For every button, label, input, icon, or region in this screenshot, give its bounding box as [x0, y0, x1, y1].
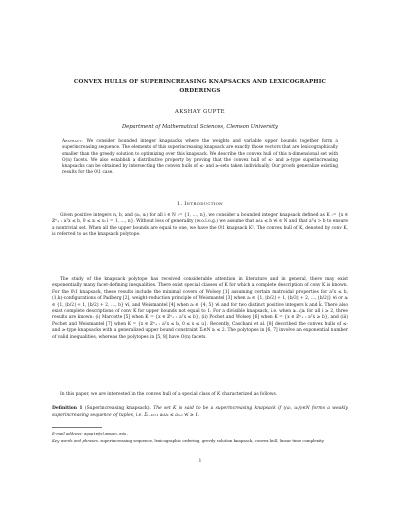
paragraph-text: The study of the knapsack polytope has received considerable attention in literature and in general, there may exist exponentially many facet-defining inequalities. There exist special classes of K for which a complete description of conv K is known. For the 0\1 knapsack, these results include the minimal covers of Wolsey [1] assuming certain matroidal properties for aᵀx ≤ b, (1,k)-configurations of Padberg [2], weight-reduction principle of Weismantel [3] when aᵢ ∈ {1, ⌊b/2⌋ + 1, ⌊b/3⌋ + 2, …, ⌊b/2⌋} ∀i or aᵢ ∈ {1, ⌊b/2⌋ + 1, ⌊b/2⌋ + 2, …, b} ∀i, and Weismantel [4] when aᵢ ∈ {4, 5} ∀i and for two distinct positive integers k and k̄. There also exist complete descriptions of conv K for upper bounds not equal to 1. For a divisible knapsack, i.e. when aᵢ₋₁|aᵢ for all i ≥ 2, three results are known: (i) Marcotte [5] when K = {x ∈ ℤⁿ₊ : aᵀx ≤ b}, (ii) Pochet and Wolsey [6] when K = {x ∈ ℤⁿ₊ : aᵀx ≥ b}, and (iii) Pochet and Weismantel [7] when K = {x ∈ ℤⁿ₊ : aᵀx ≤ b, 0 ≤ x ≤ u}. Recently, Caschani et al. [8] described the convex hulls of ≤- and ≥-type knapsacks with a generalized upper bound constraint Σᵢ∈N xᵢ ≤ 2. The polytopes in [6, 7] involve an exponential number of valid inequalities, whereas the polytopes in [5, 8] have O(n) facets. [52, 277, 348, 340]
definition-1 [52, 406, 348, 420]
keywords-label: Key words and phrases. [52, 438, 100, 443]
email-label: E-mail address: [52, 431, 83, 436]
section-heading: 1. Introduction [177, 201, 223, 207]
paragraph-text: In this paper, we are interested in the convex hull of a special class of K characterized as follows. [60, 392, 278, 397]
definition-text: The set K is said to be a superincreasing knapsack if ((aᵢ, uᵢ))ᵢ∈N forms a weakly superincreasing sequence of tuples, i.e. Σᵢ₋₁ₖ₌₁ aₖuₖ ≤ aᵢ₊₁ ∀i ≥ 1. [52, 406, 349, 418]
author-affiliation: Department of Mathematical Sciences, Clemson University [122, 124, 278, 130]
definition-label: Definition 1 [52, 406, 83, 411]
footnote-email [52, 431, 348, 437]
intro-paragraph-2 [52, 277, 348, 341]
email-link[interactable]: agupte@clemson.edu. [83, 431, 129, 436]
footnote-keywords [52, 438, 348, 444]
intro-paragraph-3 [52, 392, 348, 398]
paragraph-text: Given positive integers n, b, and (aᵢ, uᵢ) for all i ∈ N := {1, …, n}, we consider a bounded integer knapsack defined as K := {x ∈ ℤⁿ₊ : aᵀx ≤ b, 0 ≤ xᵢ ≤ uᵢ i = 1, …, n}. Without loss of generality (w.o.l.o.g.) we assume that aᵢuᵢ ≤ b ∀i ∈ N and that aᵀu > b to ensure a nontrivial set. When all the upper bounds are equal to one, we have the 0\1 knapsack K¹. The convex hull of K, denoted by conv K, is referred to as the knapsack polytope. [52, 213, 348, 238]
abstract-text: We consider bounded integer knapsacks where the weights and variable upper bounds together form a superincreasing sequence. The elements of this superincreasing knapsack are exactly those vectors that are lexicographically smaller than the greedy solution to optimizing over this knapsack. We describe the convex hull of this n-dimensional set with O(n) facets. We also establish a distributive property by proving that the convex hull of ≤- and ≥-type superincreasing knapsacks can be obtained by intersecting the convex hulls of ≤- and ≥-sets taken individually. Our proofs generalize existing results for the 0\1 case. [62, 139, 338, 176]
author-name: AKSHAY GUPTE [174, 109, 226, 115]
paper-title: CONVEX HULLS OF SUPERINCREASING KNAPSACKS AND LEXICOGRAPHIC ORDERINGS [73, 79, 327, 94]
abstract [62, 139, 338, 177]
page-number: 1 [198, 458, 202, 463]
footnote-divider [52, 427, 102, 428]
intro-paragraph-1 [52, 213, 348, 239]
abstract-heading: Abstract. [62, 139, 84, 144]
definition-name: (Superincreasing knapsack). [84, 406, 151, 411]
keywords-text: superincreasing sequence, lexicographic ordering, greedy solution knapsack, convex hull, linear time complexity. [100, 438, 325, 443]
